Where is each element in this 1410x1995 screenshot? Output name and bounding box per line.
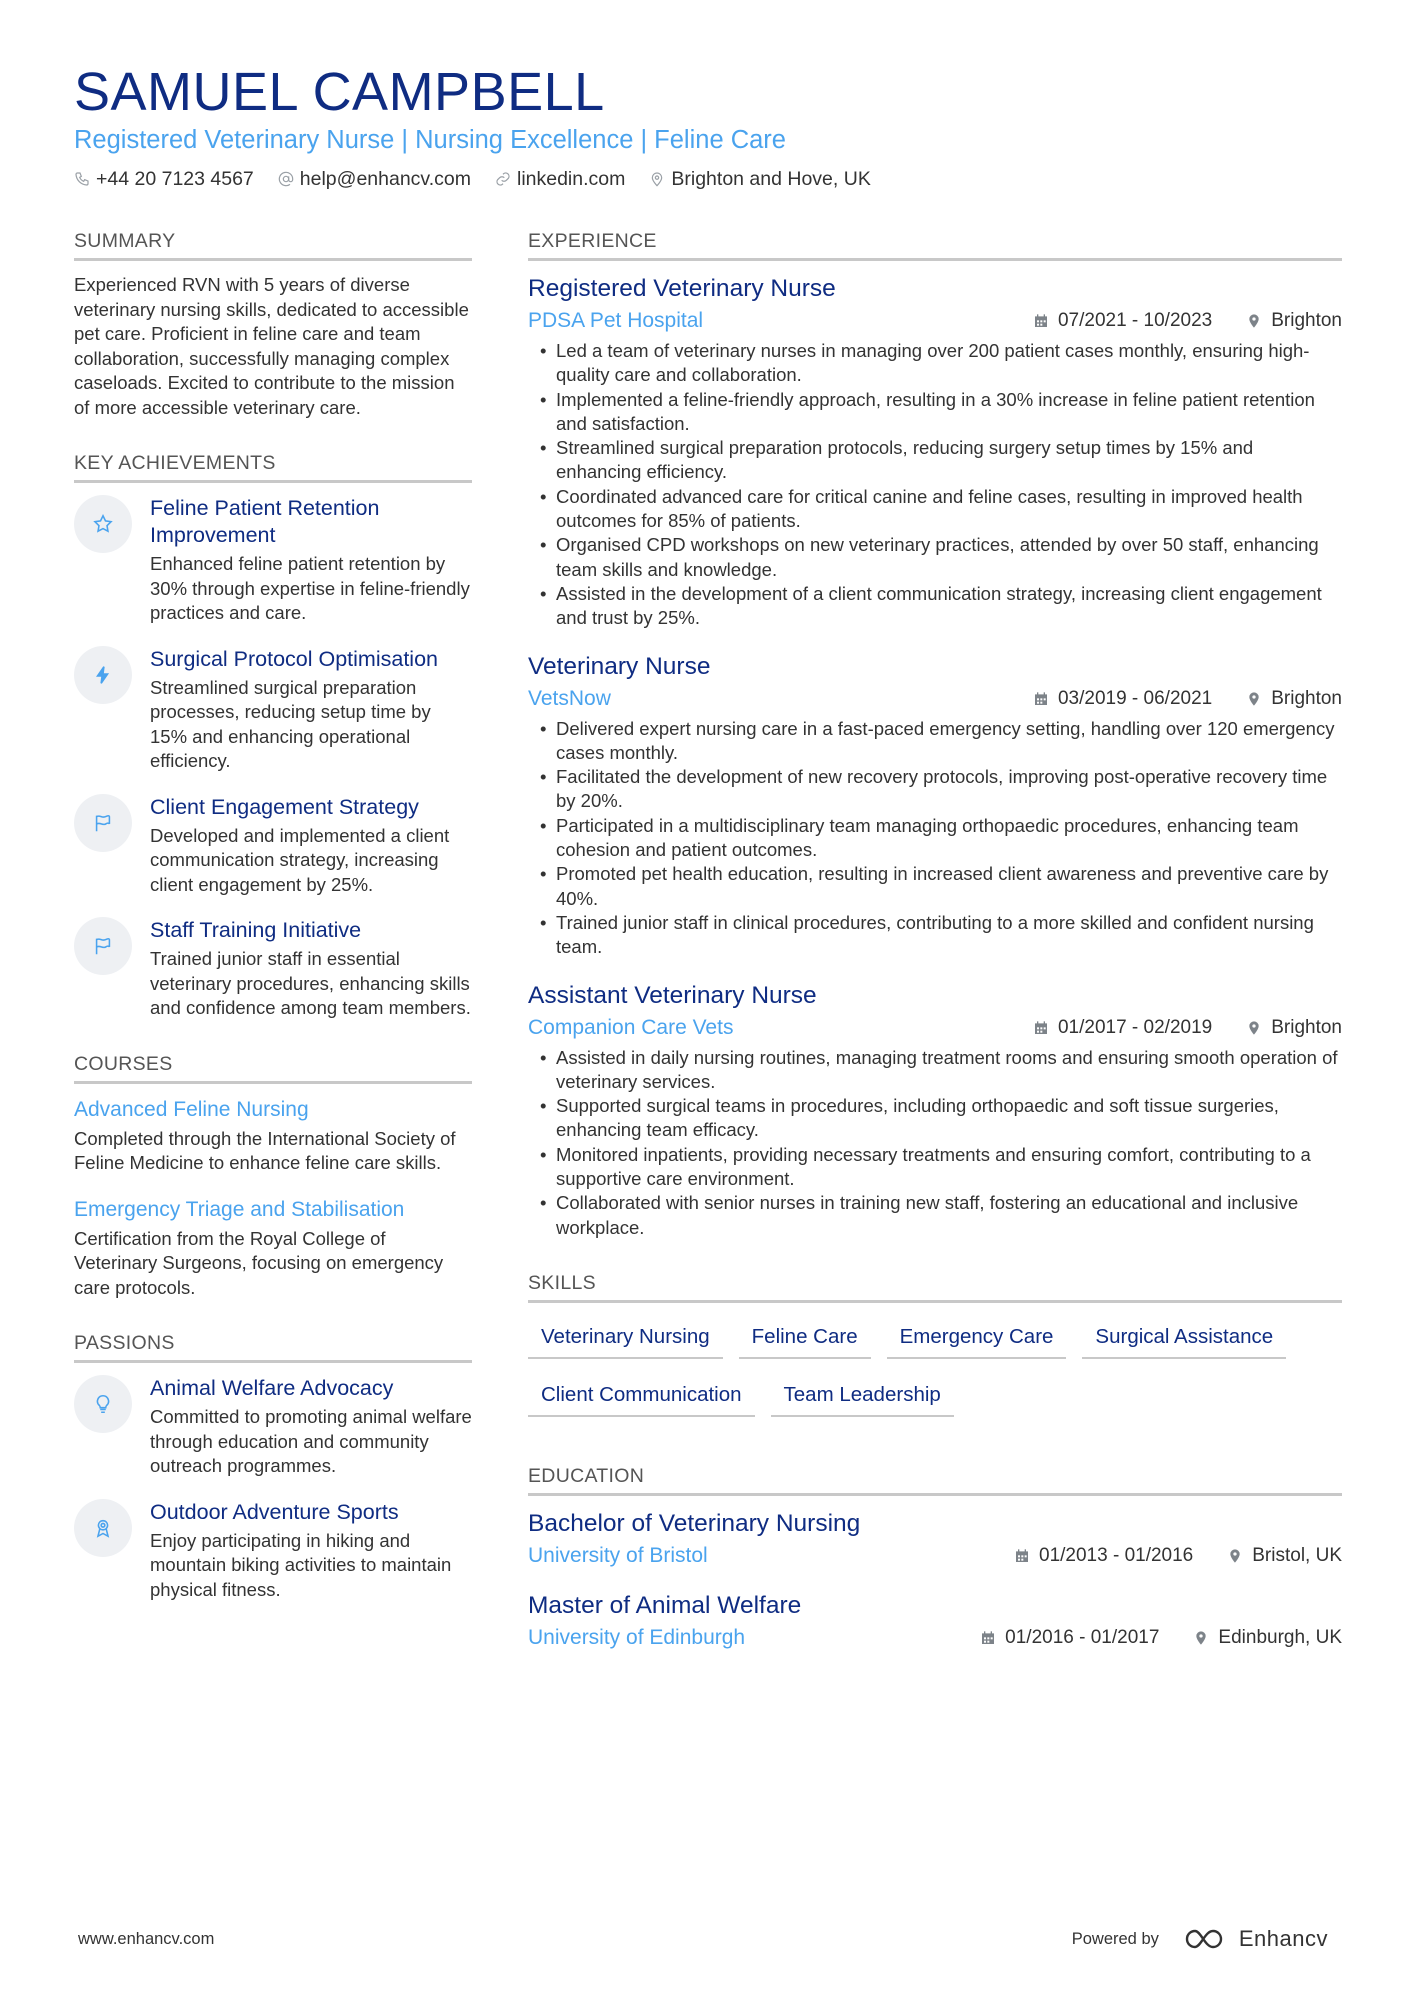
contact-email-text: help@enhancv.com: [299, 168, 471, 190]
job-bullet: • Assisted in the development of a client communication strategy, increasing client engagement and trust by 25%.: [528, 582, 1342, 631]
location-icon: [649, 171, 665, 187]
job-location: Brighton: [1271, 310, 1342, 331]
job-bullet: • Implemented a feline-friendly approach, resulting in a 30% increase in feline patient retention and satisfaction.: [528, 388, 1342, 437]
job-dates: 01/2017 - 02/2019: [1057, 1016, 1213, 1038]
skill-tag: Veterinary Nursing: [528, 1317, 723, 1359]
job-title: Registered Veterinary Nurse: [528, 275, 836, 302]
at-icon: [278, 171, 294, 187]
job-bullet: • Trained junior staff in clinical procedures, contributing to a more skilled and confident nursing team.: [528, 911, 1342, 960]
education-entry: [528, 1508, 1342, 1570]
calendar-icon: [980, 1630, 996, 1646]
achievements-section: [74, 450, 472, 1021]
brand-name: Enhancv: [1238, 1926, 1328, 1951]
flag-icon: [92, 812, 114, 834]
skills-section: [528, 1270, 1342, 1433]
education-degree: Bachelor of Veterinary Nursing: [528, 1509, 861, 1537]
summary-text: Experienced RVN with 5 years of diverse veterinary nursing skills, dedicated to accessible pet care. Proficient in feline care and team collaboration, successfully managing complex caseloads. Excited to contribute to the mission of more accessible veterinary care.: [74, 274, 469, 418]
lightbulb-icon: [92, 1393, 114, 1415]
location-pin-icon: [1193, 1630, 1209, 1646]
skill-tag: Surgical Assistance: [1082, 1317, 1286, 1359]
job-bullet: • Led a team of veterinary nurses in managing over 200 patient cases monthly, ensuring high-quality care and collaboration.: [528, 339, 1342, 388]
calendar-icon: [1014, 1548, 1030, 1564]
contact-email[interactable]: [278, 166, 471, 192]
achievement-item: [74, 794, 472, 898]
achievements-title: KEY ACHIEVEMENTS: [74, 450, 472, 483]
achievement-text: Trained junior staff in essential veterinary procedures, enhancing skills and confidence among team members.: [150, 948, 471, 1018]
job-bullet: • Collaborated with senior nurses in training new staff, fostering an educational and inclusive workplace.: [528, 1191, 1342, 1240]
calendar-icon: [1033, 313, 1049, 329]
education-degree: Master of Animal Welfare: [528, 1591, 802, 1619]
job-bullet: • Organised CPD workshops on new veterinary practices, attended by over 50 staff, enhancing team skills and knowledge.: [528, 533, 1342, 582]
job-bullets: [528, 717, 1342, 960]
courses-section: [74, 1051, 472, 1301]
education-school: University of Edinburgh: [528, 1625, 746, 1649]
passion-title: Animal Welfare Advocacy: [150, 1376, 394, 1400]
passion-item: [74, 1499, 472, 1603]
education-location: Bristol, UK: [1252, 1544, 1342, 1566]
experience-title: EXPERIENCE: [528, 228, 1342, 261]
passion-item: [74, 1375, 472, 1479]
course-title: Emergency Triage and Stabilisation: [74, 1197, 405, 1221]
education-title: EDUCATION: [528, 1463, 1342, 1496]
candidate-headline: Registered Veterinary Nurse | Nursing Excellence | Feline Care: [74, 126, 786, 154]
education-entry: [528, 1590, 1342, 1652]
flag-icon: [92, 935, 114, 957]
location-pin-icon: [1246, 691, 1262, 707]
page-footer: [78, 1926, 1328, 1952]
passions-section: [74, 1330, 472, 1602]
job-bullet: • Promoted pet health education, resulting in increased client awareness and preventive care by 40%.: [528, 862, 1342, 911]
job-bullets: [528, 339, 1342, 631]
job-company: Companion Care Vets: [528, 1015, 734, 1039]
job-bullet: • Streamlined surgical preparation protocols, reducing surgery setup times by 15% and enhancing efficiency.: [528, 436, 1342, 485]
contact-location: [649, 166, 870, 192]
job-company: PDSA Pet Hospital: [528, 309, 704, 332]
achievement-item: [74, 646, 472, 774]
medal-icon: [92, 1517, 114, 1539]
location-pin-icon: [1246, 313, 1262, 329]
contact-linkedin-text: linkedin.com: [516, 168, 626, 190]
passions-title: PASSIONS: [74, 1330, 472, 1363]
contact-bar: [74, 166, 1344, 192]
course-text: Certification from the Royal College of Veterinary Surgeons, focusing on emergency care protocols.: [74, 1227, 444, 1298]
course-item: [74, 1196, 472, 1301]
job-bullet: • Facilitated the development of new recovery protocols, improving post-operative recovery time by 20%.: [528, 765, 1342, 814]
job-bullet: • Coordinated advanced care for critical canine and feline cases, resulting in improved health outcomes for 85% of patients.: [528, 485, 1342, 534]
resume-header: [74, 62, 1344, 192]
achievement-item: [74, 495, 472, 626]
education-location: Edinburgh, UK: [1218, 1626, 1342, 1648]
job-location: Brighton: [1271, 687, 1342, 709]
course-item: [74, 1096, 472, 1176]
job-title: Veterinary Nurse: [528, 652, 711, 680]
job-bullet: • Delivered expert nursing care in a fast-paced emergency setting, handling over 120 emergency cases monthly.: [528, 717, 1342, 766]
skills-list: [528, 1317, 1342, 1433]
enhancv-logo-icon: [1183, 1926, 1231, 1952]
job-entry: [528, 980, 1342, 1240]
course-title: Advanced Feline Nursing: [74, 1097, 309, 1121]
achievement-text: Developed and implemented a client communication strategy, increasing client engagement by 25%.: [150, 824, 450, 895]
achievement-title: Surgical Protocol Optimisation: [150, 646, 438, 671]
achievement-title: Staff Training Initiative: [150, 918, 362, 942]
job-bullets: [528, 1046, 1342, 1240]
job-location: Brighton: [1271, 1016, 1342, 1038]
job-bullet: • Supported surgical teams in procedures, including orthopaedic and soft tissue surgeries, enhancing team efficacy.: [528, 1094, 1342, 1143]
courses-title: COURSES: [74, 1051, 472, 1084]
left-column: [74, 228, 472, 1632]
summary-title: SUMMARY: [74, 228, 472, 261]
job-bullet: • Monitored inpatients, providing necessary treatments and ensuring comfort, contributing to a supportive care environment.: [528, 1143, 1342, 1192]
passion-title: Outdoor Adventure Sports: [150, 1499, 399, 1524]
link-icon: [495, 171, 511, 187]
achievement-title: Client Engagement Strategy: [150, 794, 419, 819]
calendar-icon: [1033, 1020, 1049, 1036]
education-dates: 01/2016 - 01/2017: [1005, 1626, 1160, 1648]
course-text: Completed through the International Society of Feline Medicine to enhance feline care skills.: [74, 1127, 456, 1173]
candidate-name: SAMUEL CAMPBELL: [74, 62, 605, 122]
achievement-text: Enhanced feline patient retention by 30% through expertise in feline-friendly practices and care.: [150, 553, 470, 623]
star-icon: [92, 513, 114, 535]
skill-tag: Team Leadership: [771, 1375, 954, 1417]
job-entry: [528, 273, 1342, 631]
job-bullet: • Participated in a multidisciplinary team managing orthopaedic procedures, enhancing team cohesion and patient outcomes.: [528, 814, 1342, 863]
footer-branding: [1072, 1926, 1328, 1952]
footer-website[interactable]: www.enhancv.com: [78, 1929, 215, 1948]
right-column: [528, 228, 1342, 1682]
job-dates: 07/2021 - 10/2023: [1057, 310, 1213, 331]
phone-icon: [74, 171, 90, 187]
skill-tag: Feline Care: [739, 1317, 871, 1359]
passion-text: Enjoy participating in hiking and mountain biking activities to maintain physical fitness.: [150, 1529, 452, 1600]
job-dates: 03/2019 - 06/2021: [1057, 687, 1213, 709]
job-title: Assistant Veterinary Nurse: [528, 981, 817, 1009]
summary-section: [74, 228, 472, 420]
powered-by-label: Powered by: [1071, 1929, 1159, 1948]
contact-linkedin[interactable]: [495, 166, 625, 192]
skill-tag: Client Communication: [528, 1375, 755, 1417]
skills-title: SKILLS: [528, 1270, 1342, 1303]
job-bullet: • Assisted in daily nursing routines, managing treatment rooms and ensuring smooth operation of veterinary services.: [528, 1046, 1342, 1095]
location-pin-icon: [1246, 1020, 1262, 1036]
calendar-icon: [1033, 691, 1049, 707]
job-company: VetsNow: [528, 686, 611, 710]
education-dates: 01/2013 - 01/2016: [1039, 1544, 1194, 1566]
location-pin-icon: [1227, 1548, 1243, 1564]
contact-phone[interactable]: [74, 166, 254, 192]
contact-phone-text: +44 20 7123 4567: [96, 168, 254, 190]
contact-location-text: Brighton and Hove, UK: [671, 168, 871, 190]
bolt-icon: [92, 664, 114, 686]
achievement-item: [74, 917, 472, 1021]
education-school: University of Bristol: [528, 1543, 708, 1567]
skill-tag: Emergency Care: [887, 1317, 1067, 1359]
achievement-title: Feline Patient Retention Improvement: [150, 496, 380, 547]
education-section: [528, 1463, 1342, 1652]
achievement-text: Streamlined surgical preparation processes, reducing setup time by 15% and enhancing operational efficiency.: [150, 676, 431, 771]
job-entry: [528, 651, 1342, 960]
experience-section: [528, 228, 1342, 1240]
passion-text: Committed to promoting animal welfare through education and community outreach programmes.: [150, 1406, 472, 1476]
